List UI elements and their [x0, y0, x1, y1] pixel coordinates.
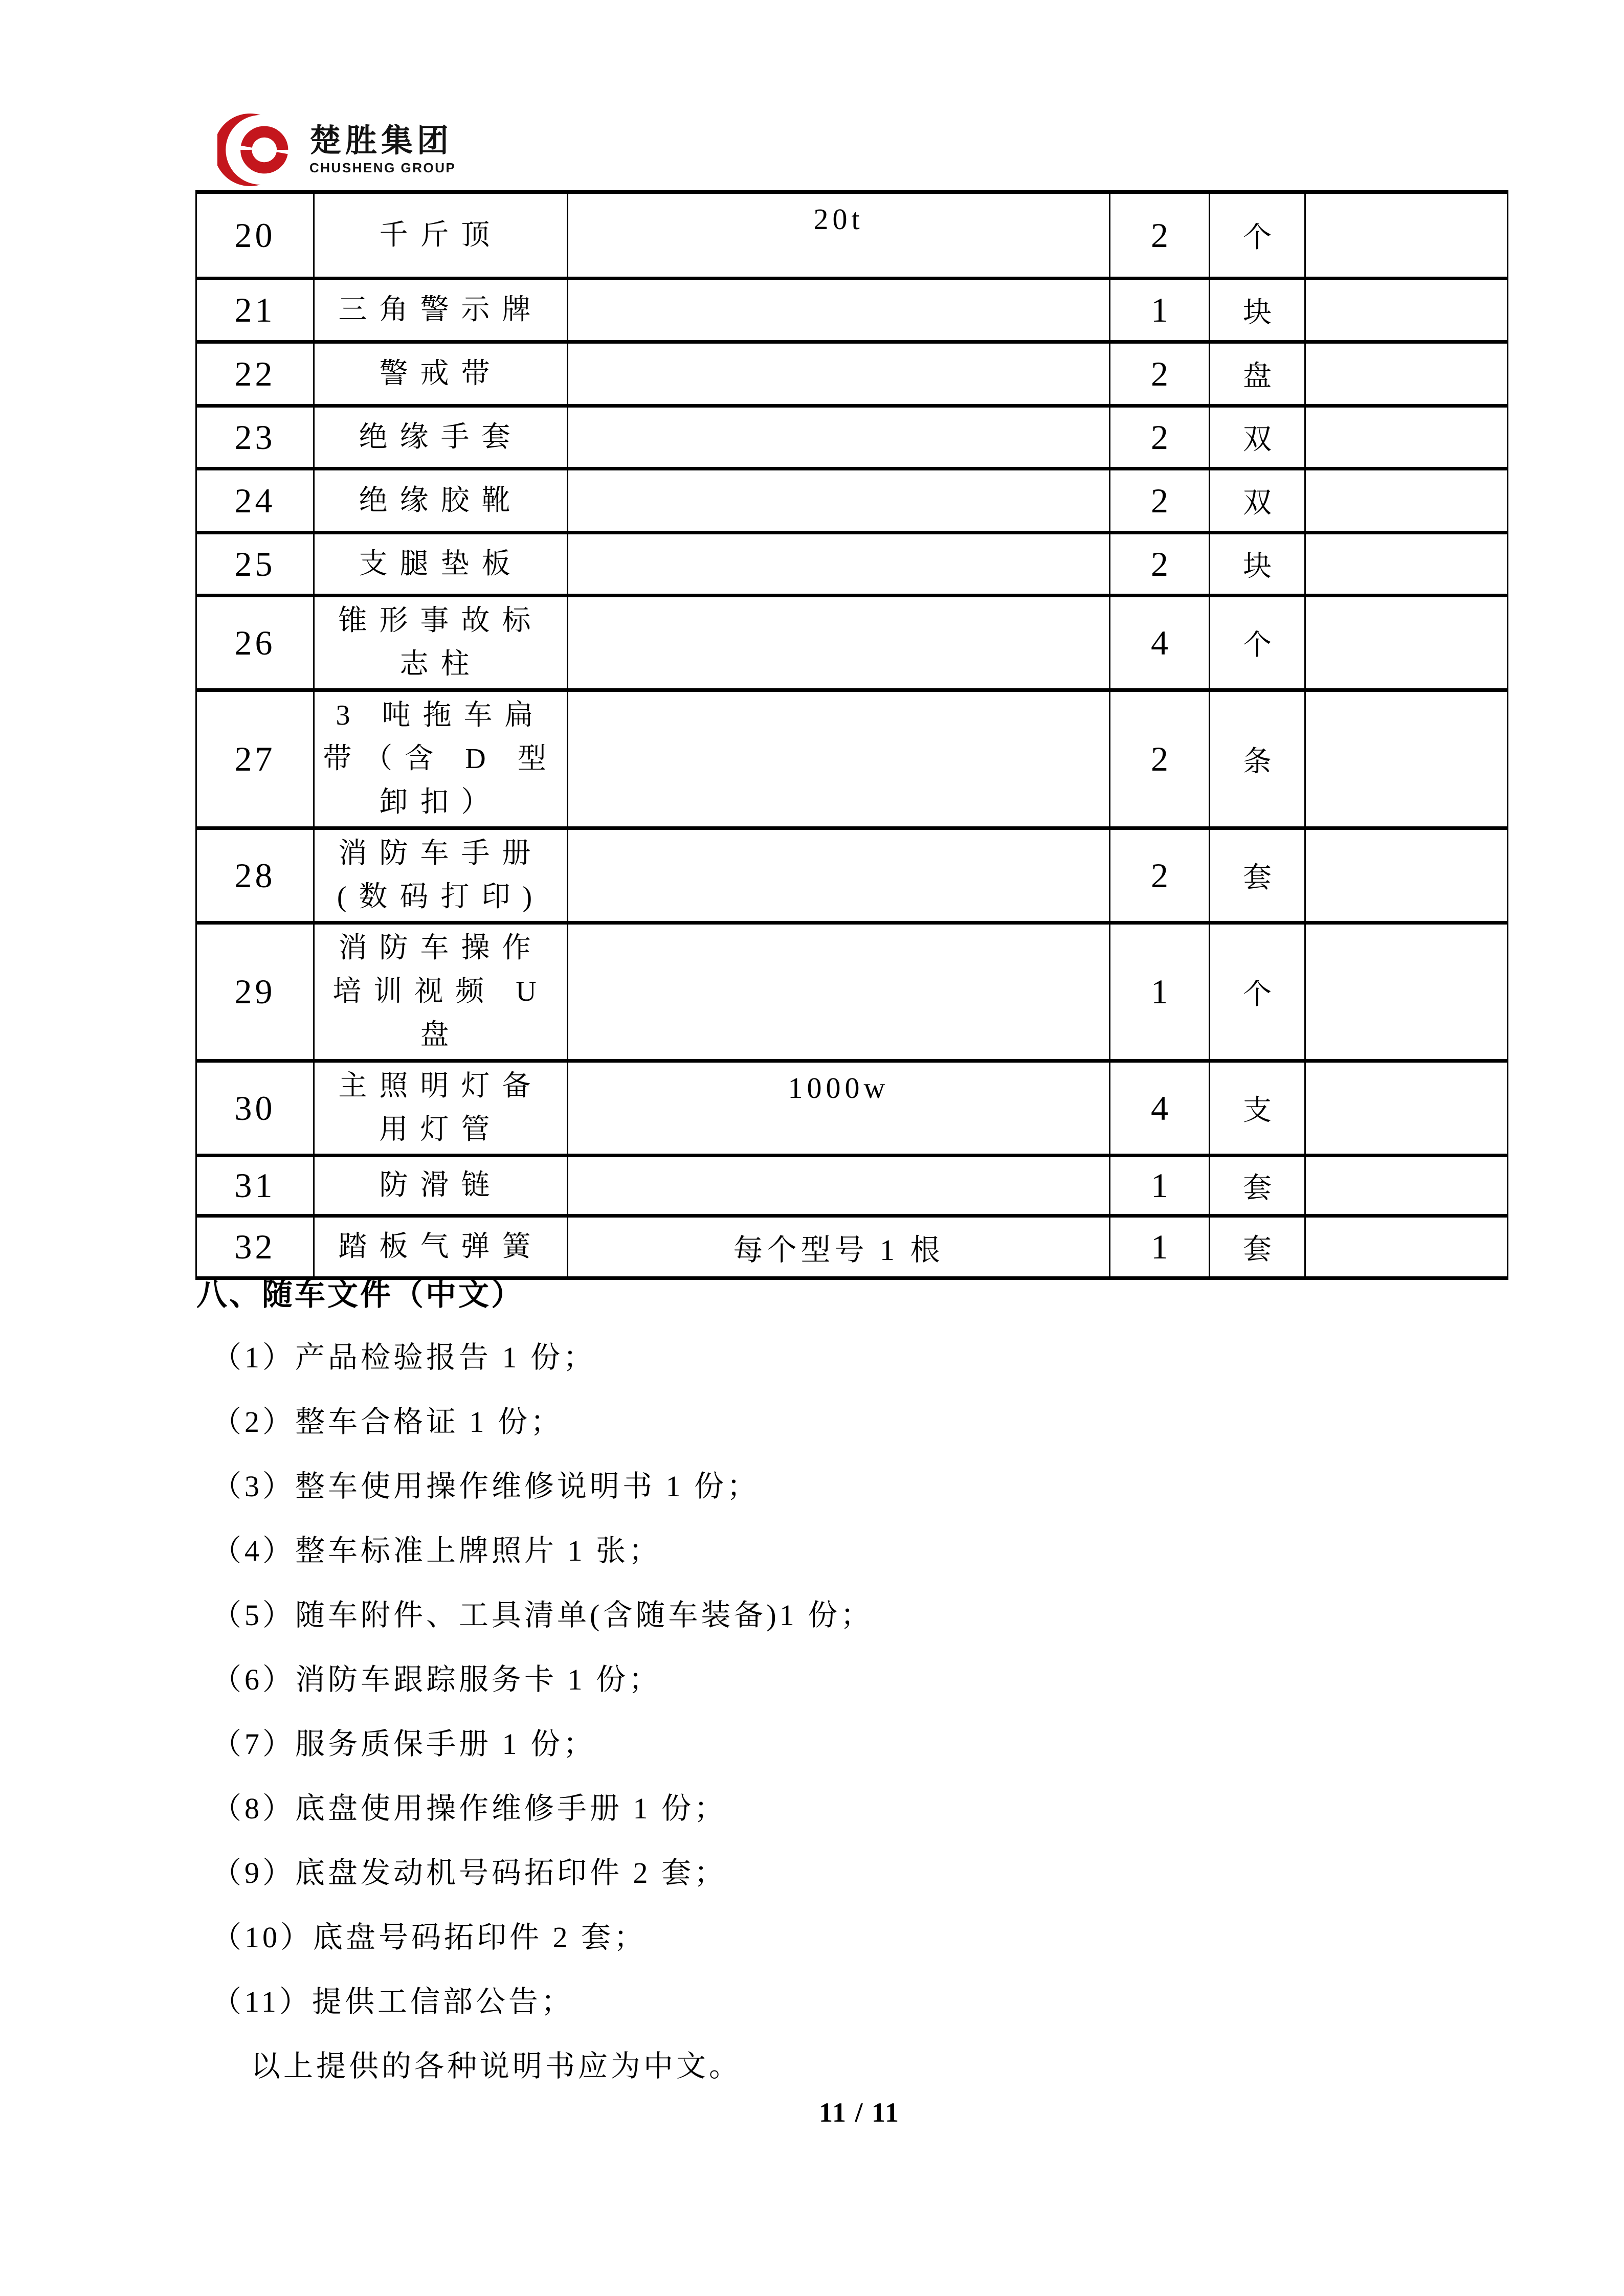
- cell-name: 消防车操作培训视频 U 盘: [314, 923, 568, 1061]
- doc-list-item: （1）产品检验报告 1 份；: [212, 1341, 596, 1374]
- doc-list-item: （9）底盘发动机号码拓印件 2 套；: [212, 1856, 727, 1889]
- doc-list-item: （6）消防车跟踪服务卡 1 份；: [212, 1663, 662, 1696]
- cell-spec: [568, 828, 1110, 923]
- cell-unit: 套: [1210, 1156, 1305, 1216]
- doc-list-item: （8）底盘使用操作维修手册 1 份；: [212, 1792, 727, 1825]
- cell-spec: [568, 342, 1110, 406]
- cell-qty: 2: [1110, 192, 1210, 279]
- cell-qty: 2: [1110, 690, 1210, 828]
- table-row: [196, 279, 1508, 342]
- equipment-table: [195, 190, 1508, 1280]
- cell-remark: [1305, 279, 1508, 342]
- chusheng-logo-mark-icon: [217, 111, 293, 188]
- page-number: 11 / 11: [818, 2097, 900, 2128]
- table-row: [196, 923, 1508, 1061]
- cell-unit: 双: [1210, 469, 1305, 533]
- cell-qty: 4: [1110, 1061, 1210, 1156]
- cell-spec: [568, 1156, 1110, 1216]
- table-row: [196, 192, 1508, 279]
- table-row: [196, 1061, 1508, 1156]
- cell-qty: 1: [1110, 923, 1210, 1061]
- cell-no: 20: [196, 192, 314, 279]
- cell-name: 警戒带: [314, 342, 568, 406]
- cell-spec: [568, 690, 1110, 828]
- cell-unit: 双: [1210, 406, 1305, 469]
- cell-name: 3 吨拖车扁带（含 D 型卸扣）: [314, 690, 568, 828]
- cell-spec: [568, 923, 1110, 1061]
- table-row: [196, 469, 1508, 533]
- cell-no: 32: [196, 1216, 314, 1278]
- table-row: [196, 828, 1508, 923]
- cell-no: 25: [196, 533, 314, 596]
- cell-unit: 套: [1210, 1216, 1305, 1278]
- cell-name: 三角警示牌: [314, 279, 568, 342]
- cell-name: 消防车手册(数码打印): [314, 828, 568, 923]
- table-row: [196, 596, 1508, 690]
- cell-remark: [1305, 828, 1508, 923]
- cell-unit: 个: [1210, 192, 1305, 279]
- doc-list-item: （3）整车使用操作维修说明书 1 份；: [212, 1470, 760, 1503]
- cell-remark: [1305, 192, 1508, 279]
- cell-unit: 支: [1210, 1061, 1305, 1156]
- cell-remark: [1305, 690, 1508, 828]
- cell-no: 21: [196, 279, 314, 342]
- doc-list-item: （5）随车附件、工具清单(含随车装备)1 份；: [212, 1599, 874, 1632]
- cell-spec: 1000w: [568, 1061, 1110, 1156]
- cell-spec: [568, 469, 1110, 533]
- cell-no: 30: [196, 1061, 314, 1156]
- table-row: [196, 1156, 1508, 1216]
- cell-qty: 4: [1110, 596, 1210, 690]
- doc-list-item: （7）服务质保手册 1 份；: [212, 1727, 596, 1761]
- cell-remark: [1305, 533, 1508, 596]
- doc-list-item: （4）整车标准上牌照片 1 张；: [212, 1534, 662, 1567]
- cell-unit: 盘: [1210, 342, 1305, 406]
- cell-spec: 20t: [568, 192, 1110, 279]
- cell-name: 主照明灯备用灯管: [314, 1061, 568, 1156]
- cell-spec: [568, 596, 1110, 690]
- cell-name: 绝缘手套: [314, 406, 568, 469]
- cell-unit: 个: [1210, 923, 1305, 1061]
- cell-name: 绝缘胶靴: [314, 469, 568, 533]
- logo-company-name-en: CHUSHENG GROUP: [309, 160, 456, 175]
- cell-qty: 2: [1110, 469, 1210, 533]
- cell-no: 22: [196, 342, 314, 406]
- cell-qty: 2: [1110, 533, 1210, 596]
- table-row: [196, 533, 1508, 596]
- doc-list-item: （10）底盘号码拓印件 2 套；: [212, 1921, 647, 1954]
- cell-remark: [1305, 342, 1508, 406]
- cell-qty: 1: [1110, 1156, 1210, 1216]
- section-heading: 八、随车文件（中文）: [196, 1278, 524, 1312]
- cell-no: 31: [196, 1156, 314, 1216]
- table-row: [196, 690, 1508, 828]
- cell-remark: [1305, 596, 1508, 690]
- table-row: [196, 342, 1508, 406]
- doc-list-item: （2）整车合格证 1 份；: [212, 1405, 564, 1438]
- cell-no: 27: [196, 690, 314, 828]
- cell-no: 29: [196, 923, 314, 1061]
- cell-remark: [1305, 1156, 1508, 1216]
- cell-no: 26: [196, 596, 314, 690]
- cell-spec: [568, 533, 1110, 596]
- cell-spec: 每个型号 1 根: [568, 1216, 1110, 1278]
- doc-list-item: （11）提供工信部公告；: [212, 1985, 574, 2018]
- company-logo: [217, 111, 456, 188]
- cell-name: 踏板气弹簧: [314, 1216, 568, 1278]
- cell-remark: [1305, 1061, 1508, 1156]
- cell-unit: 块: [1210, 533, 1305, 596]
- cell-remark: [1305, 1216, 1508, 1278]
- cell-qty: 2: [1110, 828, 1210, 923]
- cell-spec: [568, 279, 1110, 342]
- documents-list: [212, 1325, 1511, 2034]
- cell-no: 23: [196, 406, 314, 469]
- cell-name: 锥形事故标志柱: [314, 596, 568, 690]
- logo-company-name-cn: 楚胜集团: [309, 123, 453, 159]
- closing-note: 以上提供的各种说明书应为中文。: [251, 2050, 742, 2083]
- cell-remark: [1305, 923, 1508, 1061]
- cell-name: 千斤顶: [314, 192, 568, 279]
- logo-text-block: [309, 123, 456, 176]
- cell-remark: [1305, 406, 1508, 469]
- cell-name: 防滑链: [314, 1156, 568, 1216]
- table-row: [196, 1216, 1508, 1278]
- cell-no: 24: [196, 469, 314, 533]
- cell-unit: 条: [1210, 690, 1305, 828]
- cell-qty: 2: [1110, 342, 1210, 406]
- cell-remark: [1305, 469, 1508, 533]
- cell-unit: 个: [1210, 596, 1305, 690]
- table-row: [196, 406, 1508, 469]
- cell-name: 支腿垫板: [314, 533, 568, 596]
- cell-qty: 1: [1110, 279, 1210, 342]
- cell-qty: 2: [1110, 406, 1210, 469]
- cell-unit: 块: [1210, 279, 1305, 342]
- cell-qty: 1: [1110, 1216, 1210, 1278]
- cell-unit: 套: [1210, 828, 1305, 923]
- cell-spec: [568, 406, 1110, 469]
- cell-no: 28: [196, 828, 314, 923]
